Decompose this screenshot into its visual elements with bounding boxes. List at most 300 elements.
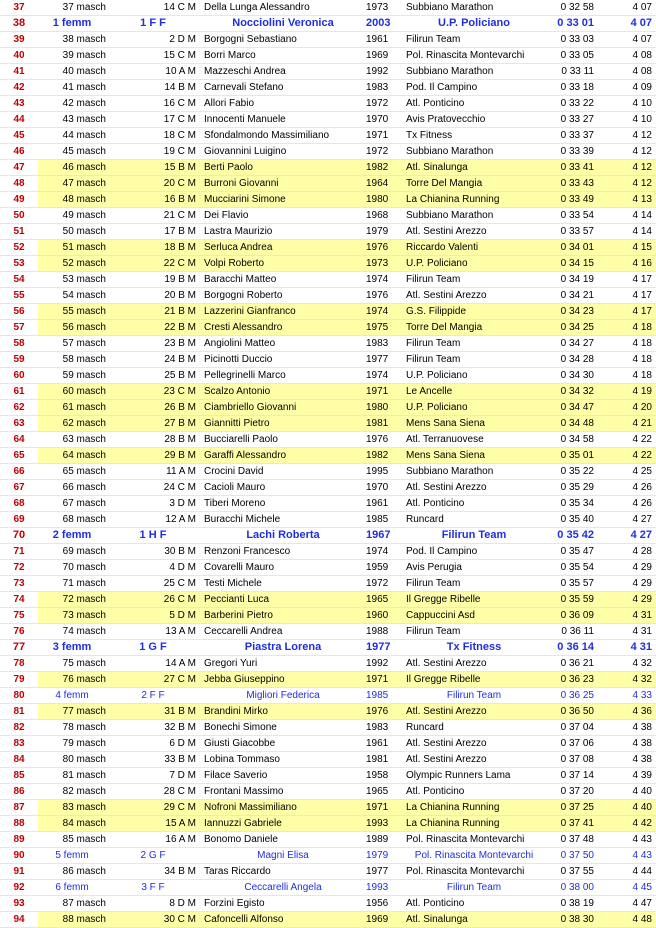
pace-cell: 4 12: [600, 176, 656, 192]
athlete-name-cell: Della Lunga Alessandro: [200, 0, 362, 16]
position-cell: 78: [0, 656, 38, 672]
birth-year-cell: 1983: [362, 336, 402, 352]
pace-cell: 4 09: [600, 80, 656, 96]
birth-year-cell: 1972: [362, 144, 402, 160]
birth-year-cell: 1971: [362, 672, 402, 688]
position-cell: 56: [0, 304, 38, 320]
category-rank-cell: 18 C M: [110, 128, 200, 144]
position-cell: 75: [0, 608, 38, 624]
position-cell: 81: [0, 704, 38, 720]
finish-time-cell: 0 34 48: [542, 416, 600, 432]
birth-year-cell: 1985: [362, 688, 402, 704]
finish-time-cell: 0 36 23: [542, 672, 600, 688]
athlete-name-cell: Burroni Giovanni: [200, 176, 362, 192]
class-rank-cell: 77 masch: [38, 704, 110, 720]
class-rank-cell: 59 masch: [38, 368, 110, 384]
result-row: [0, 464, 656, 480]
result-row: [0, 864, 656, 880]
birth-year-cell: 1992: [362, 64, 402, 80]
team-cell: Filirun Team: [402, 336, 542, 352]
team-cell: Atl. Ponticino: [402, 496, 542, 512]
team-cell: La Chianina Running: [402, 800, 542, 816]
result-row: [0, 224, 656, 240]
category-rank-cell: 16 C M: [110, 96, 200, 112]
result-row: [0, 432, 656, 448]
team-cell: G.S. Filippide: [402, 304, 542, 320]
team-cell: Runcard: [402, 512, 542, 528]
category-rank-cell: 20 C M: [110, 176, 200, 192]
athlete-name-cell: Serluca Andrea: [200, 240, 362, 256]
athlete-name-cell: Frontani Massimo: [200, 784, 362, 800]
result-row: [0, 128, 656, 144]
position-cell: 74: [0, 592, 38, 608]
pace-cell: 4 18: [600, 352, 656, 368]
result-row: [0, 320, 656, 336]
pace-cell: 4 44: [600, 864, 656, 880]
result-row: [0, 368, 656, 384]
birth-year-cell: 1982: [362, 448, 402, 464]
class-rank-cell: 64 masch: [38, 448, 110, 464]
class-rank-cell: 86 masch: [38, 864, 110, 880]
class-rank-cell: 87 masch: [38, 896, 110, 912]
position-cell: 85: [0, 768, 38, 784]
position-cell: 46: [0, 144, 38, 160]
team-cell: Mens Sana Siena: [402, 448, 542, 464]
result-row: [0, 656, 656, 672]
finish-time-cell: 0 35 29: [542, 480, 600, 496]
category-rank-cell: 21 B M: [110, 304, 200, 320]
class-rank-cell: 54 masch: [38, 288, 110, 304]
team-cell: Atl. Sinalunga: [402, 160, 542, 176]
team-cell: La Chianina Running: [402, 192, 542, 208]
class-rank-cell: 47 masch: [38, 176, 110, 192]
birth-year-cell: 1985: [362, 512, 402, 528]
birth-year-cell: 1968: [362, 208, 402, 224]
athlete-name-cell: Garaffi Alessandro: [200, 448, 362, 464]
athlete-name-cell: Tiberi Moreno: [200, 496, 362, 512]
category-rank-cell: 2 F F: [110, 688, 200, 704]
result-row: [0, 176, 656, 192]
team-cell: Pod. Il Campino: [402, 544, 542, 560]
finish-time-cell: 0 33 03: [542, 32, 600, 48]
result-row: [0, 512, 656, 528]
pace-cell: 4 12: [600, 128, 656, 144]
athlete-name-cell: Giannitti Pietro: [200, 416, 362, 432]
team-cell: Subbiano Marathon: [402, 64, 542, 80]
birth-year-cell: 1979: [362, 224, 402, 240]
class-rank-cell: 63 masch: [38, 432, 110, 448]
pace-cell: 4 08: [600, 48, 656, 64]
pace-cell: 4 26: [600, 496, 656, 512]
athlete-name-cell: Renzoni Francesco: [200, 544, 362, 560]
class-rank-cell: 46 masch: [38, 160, 110, 176]
class-rank-cell: 55 masch: [38, 304, 110, 320]
pace-cell: 4 18: [600, 320, 656, 336]
team-cell: U.P. Policiano: [402, 368, 542, 384]
birth-year-cell: 1967: [362, 528, 402, 544]
result-row: [0, 80, 656, 96]
team-cell: Atl. Ponticino: [402, 784, 542, 800]
pace-cell: 4 47: [600, 896, 656, 912]
birth-year-cell: 1972: [362, 96, 402, 112]
pace-cell: 4 40: [600, 800, 656, 816]
position-cell: 88: [0, 816, 38, 832]
pace-cell: 4 19: [600, 384, 656, 400]
athlete-name-cell: Cresti Alessandro: [200, 320, 362, 336]
category-rank-cell: 30 C M: [110, 912, 200, 928]
team-cell: Pol. Rinascita Montevarchi: [402, 864, 542, 880]
position-cell: 52: [0, 240, 38, 256]
class-rank-cell: 88 masch: [38, 912, 110, 928]
result-row: [0, 768, 656, 784]
class-rank-cell: 62 masch: [38, 416, 110, 432]
pace-cell: 4 08: [600, 64, 656, 80]
finish-time-cell: 0 34 30: [542, 368, 600, 384]
category-rank-cell: 14 B M: [110, 80, 200, 96]
finish-time-cell: 0 37 25: [542, 800, 600, 816]
class-rank-cell: 52 masch: [38, 256, 110, 272]
finish-time-cell: 0 36 11: [542, 624, 600, 640]
pace-cell: 4 33: [600, 688, 656, 704]
finish-time-cell: 0 37 04: [542, 720, 600, 736]
category-rank-cell: 14 A M: [110, 656, 200, 672]
class-rank-cell: 60 masch: [38, 384, 110, 400]
position-cell: 68: [0, 496, 38, 512]
result-row: [0, 912, 656, 928]
birth-year-cell: 1989: [362, 832, 402, 848]
class-rank-cell: 37 masch: [38, 0, 110, 16]
class-rank-cell: 56 masch: [38, 320, 110, 336]
athlete-name-cell: Giovannini Luigino: [200, 144, 362, 160]
category-rank-cell: 22 C M: [110, 256, 200, 272]
team-cell: Pol. Rinascita Montevarchi: [402, 848, 542, 864]
finish-time-cell: 0 34 25: [542, 320, 600, 336]
team-cell: Pol. Rinascita Montevarchi: [402, 48, 542, 64]
position-cell: 57: [0, 320, 38, 336]
athlete-name-cell: Bucciarelli Paolo: [200, 432, 362, 448]
result-row: [0, 784, 656, 800]
pace-cell: 4 32: [600, 672, 656, 688]
pace-cell: 4 29: [600, 592, 656, 608]
category-rank-cell: 15 C M: [110, 48, 200, 64]
result-row: [0, 528, 656, 544]
result-row: [0, 352, 656, 368]
result-row: [0, 0, 656, 16]
class-rank-cell: 45 masch: [38, 144, 110, 160]
result-row: [0, 384, 656, 400]
category-rank-cell: 18 B M: [110, 240, 200, 256]
finish-time-cell: 0 36 50: [542, 704, 600, 720]
result-row: [0, 688, 656, 704]
birth-year-cell: 1977: [362, 640, 402, 656]
class-rank-cell: 67 masch: [38, 496, 110, 512]
pace-cell: 4 18: [600, 336, 656, 352]
category-rank-cell: 30 B M: [110, 544, 200, 560]
result-row: [0, 480, 656, 496]
team-cell: Le Ancelle: [402, 384, 542, 400]
athlete-name-cell: Filace Saverio: [200, 768, 362, 784]
pace-cell: 4 12: [600, 160, 656, 176]
birth-year-cell: 1972: [362, 576, 402, 592]
team-cell: U.P. Policiano: [402, 400, 542, 416]
finish-time-cell: 0 34 01: [542, 240, 600, 256]
pace-cell: 4 28: [600, 544, 656, 560]
birth-year-cell: 1971: [362, 384, 402, 400]
team-cell: Tx Fitness: [402, 640, 542, 656]
result-row: [0, 48, 656, 64]
birth-year-cell: 1976: [362, 704, 402, 720]
athlete-name-cell: Bonechi Simone: [200, 720, 362, 736]
category-rank-cell: 1 F F: [110, 16, 200, 32]
position-cell: 42: [0, 80, 38, 96]
position-cell: 71: [0, 544, 38, 560]
finish-time-cell: 0 37 55: [542, 864, 600, 880]
class-rank-cell: 70 masch: [38, 560, 110, 576]
result-row: [0, 160, 656, 176]
position-cell: 79: [0, 672, 38, 688]
birth-year-cell: 1981: [362, 752, 402, 768]
category-rank-cell: 16 A M: [110, 832, 200, 848]
finish-time-cell: 0 33 54: [542, 208, 600, 224]
birth-year-cell: 1961: [362, 496, 402, 512]
athlete-name-cell: Ciambriello Giovanni: [200, 400, 362, 416]
athlete-name-cell: Allori Fabio: [200, 96, 362, 112]
finish-time-cell: 0 34 32: [542, 384, 600, 400]
category-rank-cell: 17 C M: [110, 112, 200, 128]
category-rank-cell: 24 B M: [110, 352, 200, 368]
finish-time-cell: 0 36 09: [542, 608, 600, 624]
result-row: [0, 736, 656, 752]
team-cell: Atl. Sestini Arezzo: [402, 656, 542, 672]
finish-time-cell: 0 34 28: [542, 352, 600, 368]
position-cell: 76: [0, 624, 38, 640]
result-row: [0, 272, 656, 288]
birth-year-cell: 1976: [362, 240, 402, 256]
athlete-name-cell: Nofroni Massimiliano: [200, 800, 362, 816]
category-rank-cell: 1 G F: [110, 640, 200, 656]
class-rank-cell: 6 femm: [38, 880, 110, 896]
birth-year-cell: 1960: [362, 608, 402, 624]
position-cell: 66: [0, 464, 38, 480]
pace-cell: 4 07: [600, 32, 656, 48]
position-cell: 38: [0, 16, 38, 32]
team-cell: Subbiano Marathon: [402, 464, 542, 480]
birth-year-cell: 1977: [362, 352, 402, 368]
team-cell: Subbiano Marathon: [402, 144, 542, 160]
position-cell: 84: [0, 752, 38, 768]
result-row: [0, 304, 656, 320]
pace-cell: 4 17: [600, 272, 656, 288]
birth-year-cell: 1969: [362, 48, 402, 64]
pace-cell: 4 40: [600, 784, 656, 800]
finish-time-cell: 0 35 47: [542, 544, 600, 560]
pace-cell: 4 27: [600, 528, 656, 544]
birth-year-cell: 1961: [362, 736, 402, 752]
category-rank-cell: 28 B M: [110, 432, 200, 448]
result-row: [0, 496, 656, 512]
birth-year-cell: 1988: [362, 624, 402, 640]
position-cell: 48: [0, 176, 38, 192]
finish-time-cell: 0 33 22: [542, 96, 600, 112]
finish-time-cell: 0 33 18: [542, 80, 600, 96]
athlete-name-cell: Jebba Giuseppino: [200, 672, 362, 688]
team-cell: Atl. Terranuovese: [402, 432, 542, 448]
result-row: [0, 704, 656, 720]
athlete-name-cell: Scalzo Antonio: [200, 384, 362, 400]
class-rank-cell: 69 masch: [38, 544, 110, 560]
team-cell: Avis Pratovecchio: [402, 112, 542, 128]
position-cell: 62: [0, 400, 38, 416]
finish-time-cell: 0 38 30: [542, 912, 600, 928]
class-rank-cell: 68 masch: [38, 512, 110, 528]
category-rank-cell: 1 H F: [110, 528, 200, 544]
birth-year-cell: 1982: [362, 160, 402, 176]
birth-year-cell: 1969: [362, 912, 402, 928]
category-rank-cell: 7 D M: [110, 768, 200, 784]
category-rank-cell: 19 B M: [110, 272, 200, 288]
pace-cell: 4 31: [600, 608, 656, 624]
athlete-name-cell: Baracchi Matteo: [200, 272, 362, 288]
position-cell: 87: [0, 800, 38, 816]
class-rank-cell: 39 masch: [38, 48, 110, 64]
position-cell: 45: [0, 128, 38, 144]
finish-time-cell: 0 38 19: [542, 896, 600, 912]
team-cell: Filirun Team: [402, 528, 542, 544]
team-cell: La Chianina Running: [402, 816, 542, 832]
class-rank-cell: 73 masch: [38, 608, 110, 624]
class-rank-cell: 38 masch: [38, 32, 110, 48]
position-cell: 92: [0, 880, 38, 896]
team-cell: Tx Fitness: [402, 128, 542, 144]
class-rank-cell: 72 masch: [38, 592, 110, 608]
class-rank-cell: 57 masch: [38, 336, 110, 352]
position-cell: 47: [0, 160, 38, 176]
team-cell: Atl. Sestini Arezzo: [402, 288, 542, 304]
category-rank-cell: 29 C M: [110, 800, 200, 816]
class-rank-cell: 58 masch: [38, 352, 110, 368]
pace-cell: 4 14: [600, 224, 656, 240]
pace-cell: 4 07: [600, 16, 656, 32]
pace-cell: 4 31: [600, 640, 656, 656]
class-rank-cell: 40 masch: [38, 64, 110, 80]
category-rank-cell: 3 F F: [110, 880, 200, 896]
athlete-name-cell: Buracchi Michele: [200, 512, 362, 528]
birth-year-cell: 1958: [362, 768, 402, 784]
finish-time-cell: 0 37 41: [542, 816, 600, 832]
result-row: [0, 848, 656, 864]
position-cell: 65: [0, 448, 38, 464]
athlete-name-cell: Migliori Federica: [200, 688, 362, 704]
position-cell: 90: [0, 848, 38, 864]
pace-cell: 4 22: [600, 432, 656, 448]
pace-cell: 4 10: [600, 96, 656, 112]
position-cell: 83: [0, 736, 38, 752]
result-row: [0, 544, 656, 560]
athlete-name-cell: Giusti Giacobbe: [200, 736, 362, 752]
athlete-name-cell: Peccianti Luca: [200, 592, 362, 608]
result-row: [0, 752, 656, 768]
team-cell: Mens Sana Siena: [402, 416, 542, 432]
position-cell: 43: [0, 96, 38, 112]
birth-year-cell: 1973: [362, 256, 402, 272]
athlete-name-cell: Ceccarelli Andrea: [200, 624, 362, 640]
category-rank-cell: 13 A M: [110, 624, 200, 640]
category-rank-cell: 25 C M: [110, 576, 200, 592]
birth-year-cell: 1974: [362, 304, 402, 320]
finish-time-cell: 0 34 47: [542, 400, 600, 416]
birth-year-cell: 1974: [362, 368, 402, 384]
team-cell: Il Gregge Ribelle: [402, 592, 542, 608]
result-row: [0, 832, 656, 848]
finish-time-cell: 0 37 20: [542, 784, 600, 800]
position-cell: 40: [0, 48, 38, 64]
position-cell: 55: [0, 288, 38, 304]
position-cell: 59: [0, 352, 38, 368]
result-row: [0, 32, 656, 48]
class-rank-cell: 5 femm: [38, 848, 110, 864]
pace-cell: 4 45: [600, 880, 656, 896]
class-rank-cell: 4 femm: [38, 688, 110, 704]
pace-cell: 4 10: [600, 112, 656, 128]
position-cell: 60: [0, 368, 38, 384]
category-rank-cell: 27 C M: [110, 672, 200, 688]
athlete-name-cell: Lazzerini Gianfranco: [200, 304, 362, 320]
finish-time-cell: 0 37 50: [542, 848, 600, 864]
finish-time-cell: 0 34 19: [542, 272, 600, 288]
birth-year-cell: 1995: [362, 464, 402, 480]
team-cell: Filirun Team: [402, 352, 542, 368]
finish-time-cell: 0 33 27: [542, 112, 600, 128]
class-rank-cell: 51 masch: [38, 240, 110, 256]
finish-time-cell: 0 37 06: [542, 736, 600, 752]
category-rank-cell: 10 A M: [110, 64, 200, 80]
class-rank-cell: 82 masch: [38, 784, 110, 800]
position-cell: 82: [0, 720, 38, 736]
team-cell: Olympic Runners Lama: [402, 768, 542, 784]
birth-year-cell: 1980: [362, 400, 402, 416]
athlete-name-cell: Picinotti Duccio: [200, 352, 362, 368]
finish-time-cell: 0 33 57: [542, 224, 600, 240]
athlete-name-cell: Brandini Mirko: [200, 704, 362, 720]
athlete-name-cell: Lachi Roberta: [200, 528, 362, 544]
category-rank-cell: 27 B M: [110, 416, 200, 432]
team-cell: Il Gregge Ribelle: [402, 672, 542, 688]
category-rank-cell: 8 D M: [110, 896, 200, 912]
category-rank-cell: 31 B M: [110, 704, 200, 720]
pace-cell: 4 13: [600, 192, 656, 208]
result-row: [0, 336, 656, 352]
team-cell: Runcard: [402, 720, 542, 736]
class-rank-cell: 76 masch: [38, 672, 110, 688]
pace-cell: 4 07: [600, 0, 656, 16]
finish-time-cell: 0 37 48: [542, 832, 600, 848]
finish-time-cell: 0 33 43: [542, 176, 600, 192]
category-rank-cell: 16 B M: [110, 192, 200, 208]
result-row: [0, 240, 656, 256]
finish-time-cell: 0 35 01: [542, 448, 600, 464]
class-rank-cell: 61 masch: [38, 400, 110, 416]
team-cell: Filirun Team: [402, 576, 542, 592]
position-cell: 72: [0, 560, 38, 576]
finish-time-cell: 0 33 39: [542, 144, 600, 160]
pace-cell: 4 25: [600, 464, 656, 480]
athlete-name-cell: Gregori Yuri: [200, 656, 362, 672]
class-rank-cell: 84 masch: [38, 816, 110, 832]
athlete-name-cell: Crocini David: [200, 464, 362, 480]
position-cell: 70: [0, 528, 38, 544]
finish-time-cell: 0 35 42: [542, 528, 600, 544]
team-cell: Filirun Team: [402, 624, 542, 640]
